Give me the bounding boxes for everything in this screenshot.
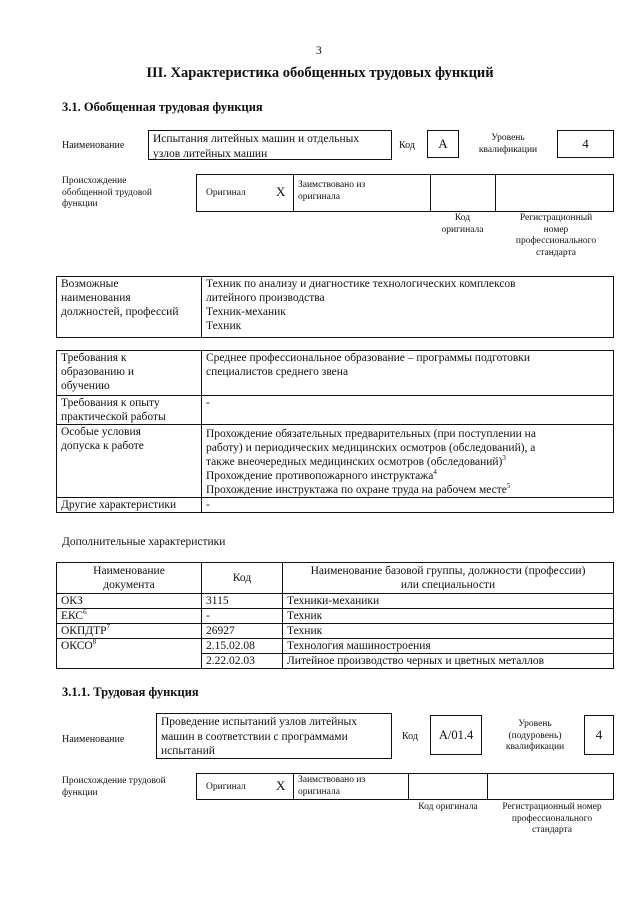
level-label: [468, 133, 548, 156]
original-label: Оригинал: [206, 188, 246, 198]
origin-label-line: Происхождение: [62, 176, 127, 186]
origin-label-line: обобщенной трудовой: [62, 187, 152, 198]
name-label: Наименование: [62, 734, 125, 745]
labor-function-name-box: [156, 713, 392, 759]
code-label: Код: [402, 731, 418, 742]
level-label-line: квалификации: [478, 144, 538, 155]
condition-line: работу) и периодических медицинских осмотров (обследований), а: [206, 442, 536, 454]
doc-name: ОКСО: [61, 640, 93, 652]
experience-label-line: практической работы: [61, 411, 166, 423]
position-name: Техник-механик: [206, 306, 286, 318]
labor-function-name-line: испытаний: [161, 745, 215, 757]
caption-line: профессионального: [515, 236, 597, 246]
condition-line: Прохождение обязательных предварительных (при поступлении на: [206, 428, 536, 440]
positions-table: [56, 276, 614, 338]
additional-table: [56, 562, 614, 669]
experience-value: -: [206, 397, 210, 409]
code-original-caption: [430, 213, 495, 236]
positions-label-line: наименования: [61, 292, 131, 304]
occupation-name: Техник: [283, 624, 614, 639]
labor-origin-label: [62, 776, 166, 799]
positions-label-line: должностей, профессий: [61, 306, 179, 318]
registration-caption: [500, 213, 612, 259]
borrowed-line: оригинала: [298, 786, 340, 797]
header-name-line: Наименование базовой группы, должности (профессии): [310, 565, 586, 577]
position-name: Техник по анализу и диагностике технологических комплексов: [206, 278, 516, 290]
caption-line: номер: [543, 224, 569, 235]
borrowed-label: [298, 775, 365, 798]
origin-label-line: функции: [62, 199, 98, 209]
caption-line: оригинала: [441, 224, 484, 235]
positions-label-line: Возможные: [61, 278, 119, 290]
header-doc-line: документа: [103, 579, 155, 591]
position-name: Техник: [206, 320, 242, 332]
section-title: III. Характеристика обобщенных трудовых функций: [146, 65, 494, 81]
origin-label-line: функции: [62, 787, 98, 798]
condition-text: Прохождение противопожарного инструктажа: [206, 470, 434, 482]
table-row: [57, 594, 614, 609]
header-code: Код: [202, 563, 283, 594]
occupation-name: Техник: [283, 609, 614, 624]
function-name-line: узлов литейных машин: [153, 148, 268, 160]
condition-line: [206, 469, 609, 483]
generalized-function-heading: 3.1. Обобщенная трудовая функция: [62, 100, 263, 114]
education-label-line: Требования к: [61, 352, 127, 364]
labor-function-name-line: Проведение испытаний узлов литейных: [161, 716, 358, 728]
table-row: [57, 639, 614, 654]
condition-line: [206, 483, 609, 497]
code-value: А: [427, 130, 459, 158]
borrowed-label: [298, 180, 365, 203]
origin-table: [196, 174, 614, 212]
table-row: [57, 609, 614, 624]
occupation-name: Технология машиностроения: [283, 639, 614, 654]
caption-line: стандарта: [536, 247, 576, 258]
occupation-name: Литейное производство черных и цветных металлов: [283, 654, 614, 669]
borrowed-line: Заимствовано из: [298, 180, 366, 190]
condition-text: также внеочередных медицинских осмотров (обследований): [206, 456, 503, 468]
header-doc-line: Наименование: [93, 565, 165, 577]
additional-title: Дополнительные характеристики: [62, 536, 226, 548]
condition-text: Прохождение инструктажа по охране труда на рабочем месте: [206, 484, 507, 496]
footnote-ref: 8: [92, 638, 97, 647]
original-mark: X: [276, 778, 286, 793]
doc-code: 26927: [202, 624, 283, 639]
sublevel-label: [494, 719, 576, 754]
education-value-line: Среднее профессиональное образование – программы подготовки: [206, 352, 531, 364]
name-label: Наименование: [62, 140, 125, 151]
labor-origin-table: [196, 773, 614, 800]
footnote-ref: 5: [506, 482, 511, 491]
code-original-caption: Код оригинала: [418, 802, 478, 812]
experience-label-line: Требования к опыту: [61, 397, 160, 409]
condition-line: [206, 455, 609, 469]
original-label: Оригинал: [206, 782, 246, 792]
doc-code: 2.15.02.08: [202, 639, 283, 654]
doc-code: -: [202, 609, 283, 624]
footnote-ref: 6: [83, 608, 87, 617]
position-name: литейного производства: [206, 292, 325, 304]
sublevel-line: (подуровень): [508, 730, 562, 741]
registration-caption: [490, 802, 614, 837]
footnote-ref: 3: [502, 454, 506, 463]
original-mark: X: [276, 184, 286, 199]
footnote-ref: 4: [433, 468, 437, 477]
doc-name: ОКЗ: [61, 595, 83, 607]
education-value-line: специалистов среднего звена: [206, 366, 349, 378]
code-label: Код: [399, 140, 415, 151]
education-label-line: обучению: [61, 380, 110, 392]
origin-label-line: Происхождение трудовой: [62, 776, 166, 786]
other-value: -: [206, 499, 210, 511]
conditions-label-line: Особые условия: [61, 426, 141, 438]
footnote-ref: 7: [106, 623, 111, 632]
other-label: Другие характеристики: [61, 499, 177, 511]
header-name-line: или специальности: [400, 579, 496, 591]
level-value: 4: [557, 130, 614, 158]
borrowed-line: Заимствовано из: [298, 775, 366, 785]
function-name-line: Испытания литейных машин и отдельных: [153, 133, 360, 145]
doc-code: 2.22.02.03: [202, 654, 283, 669]
conditions-label-line: допуска к работе: [61, 440, 144, 452]
doc-code: 3115: [202, 594, 283, 609]
page-number: 3: [316, 45, 322, 57]
caption-line: Регистрационный: [519, 213, 593, 223]
doc-name: ЕКС: [61, 610, 84, 622]
borrowed-line: оригинала: [298, 191, 340, 202]
caption-line: Регистрационный номер: [502, 802, 602, 812]
labor-code-value: А/01.4: [430, 715, 482, 755]
caption-line: профессионального: [511, 813, 593, 824]
doc-name: ОКПДТР: [61, 625, 107, 637]
sublevel-line: Уровень: [518, 719, 552, 729]
requirements-table: [56, 350, 614, 513]
caption-line: Код: [454, 213, 471, 223]
function-name-box: [148, 130, 392, 160]
sublevel-value: 4: [584, 715, 614, 755]
origin-label: [62, 176, 152, 211]
sublevel-line: квалификации: [505, 742, 565, 752]
labor-function-heading: 3.1.1. Трудовая функция: [62, 685, 199, 699]
labor-function-name-line: машин в соответствии с программами: [161, 731, 348, 743]
education-label-line: образованию и: [61, 366, 134, 378]
level-label-line: Уровень: [491, 133, 525, 143]
occupation-name: Техники-механики: [283, 594, 614, 609]
caption-line: стандарта: [532, 825, 572, 835]
table-row: [57, 624, 614, 639]
